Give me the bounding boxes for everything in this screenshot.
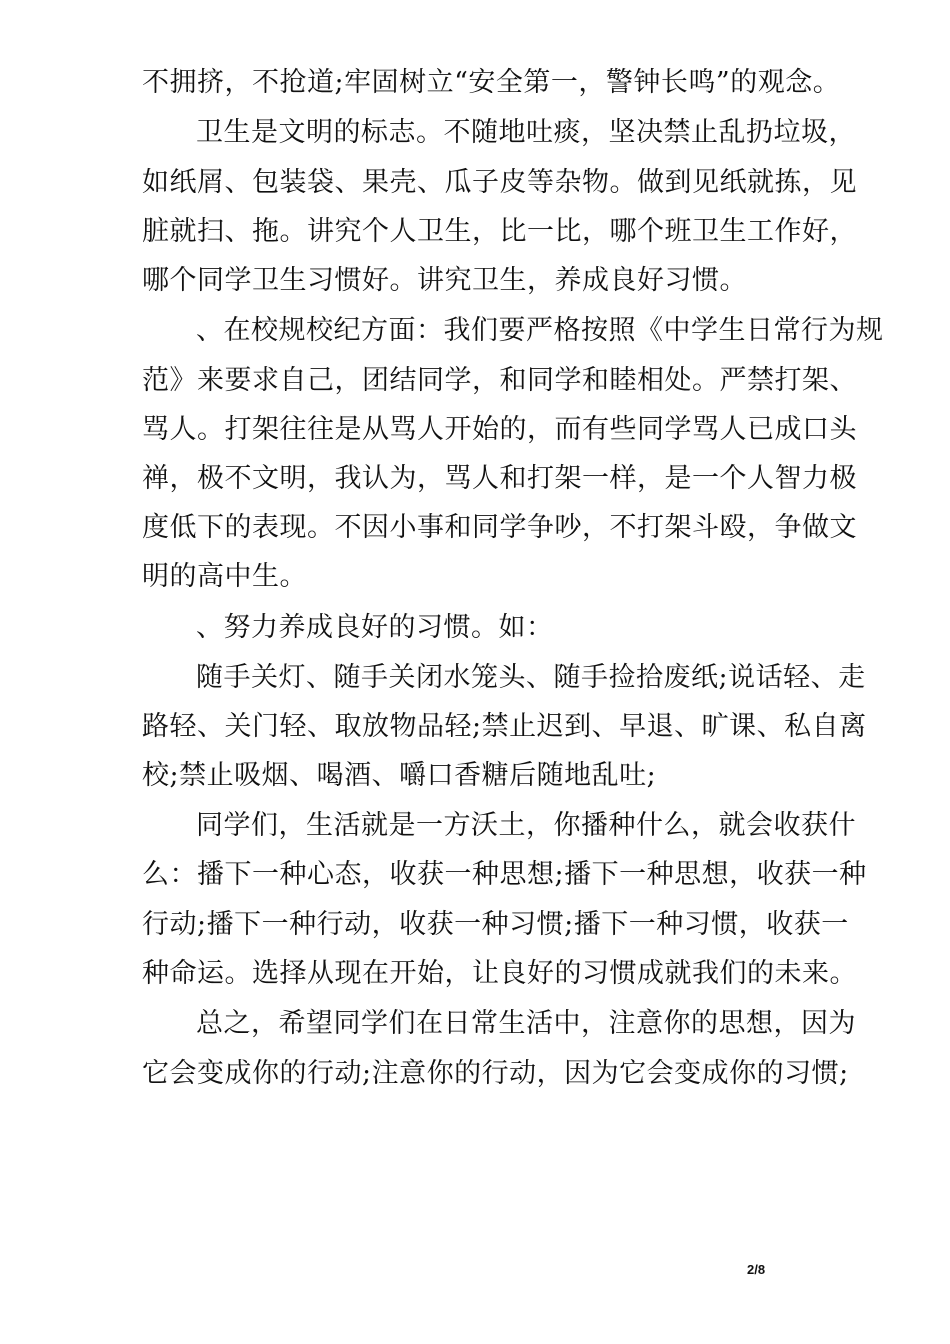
text-line: 、努力养成良好的习惯。如： [196,612,554,643]
text-line: 禅，极不文明，我认为，骂人和打架一样，是一个人智力极 [142,463,857,494]
text-line: 明的高中生。 [142,561,307,592]
text-line: 骂人。打架往往是从骂人开始的，而有些同学骂人已成口头 [142,414,857,445]
page-number: 2/8 [747,1262,766,1277]
text-line: 种命运。选择从现在开始，让良好的习惯成就我们的未来。 [142,958,857,989]
text-line: 脏就扫、拖。讲究个人卫生，比一比，哪个班卫生工作好， [142,216,857,247]
text-line: 它会变成你的行动;注意你的行动，因为它会变成你的习惯; [142,1058,849,1089]
text-line: 行动;播下一种行动，收获一种习惯;播下一种习惯，收获一 [142,909,849,940]
text-line: 同学们，生活就是一方沃土，你播种什么，就会收获什 [196,810,856,841]
text-line: 么：播下一种心态，收获一种思想;播下一种思想，收获一种 [142,859,867,890]
text-line: 、在校规校纪方面：我们要严格按照《中学生日常行为规 [196,315,884,346]
text-line: 卫生是文明的标志。不随地吐痰，坚决禁止乱扔垃圾， [196,117,856,148]
text-line: 哪个同学卫生习惯好。讲究卫生，养成良好习惯。 [142,265,747,296]
text-line: 校;禁止吸烟、喝酒、嚼口香糖后随地乱吐; [142,760,657,791]
text-line: 度低下的表现。不因小事和同学争吵，不打架斗殴，争做文 [142,512,857,543]
text-line: 路轻、关门轻、取放物品轻;禁止迟到、早退、旷课、私自离 [142,711,867,742]
text-line: 不拥挤，不抢道;牢固树立“安全第一，警钟长鸣”的观念。 [142,67,841,98]
text-line: 总之，希望同学们在日常生活中，注意你的思想，因为 [196,1008,856,1039]
text-line: 如纸屑、包装袋、果壳、瓜子皮等杂物。做到见纸就拣，见 [142,167,857,198]
text-line: 范》来要求自己，团结同学，和同学和睦相处。严禁打架、 [142,365,857,396]
text-line: 随手关灯、随手关闭水笼头、随手捡拾废纸;说话轻、走 [196,662,866,693]
